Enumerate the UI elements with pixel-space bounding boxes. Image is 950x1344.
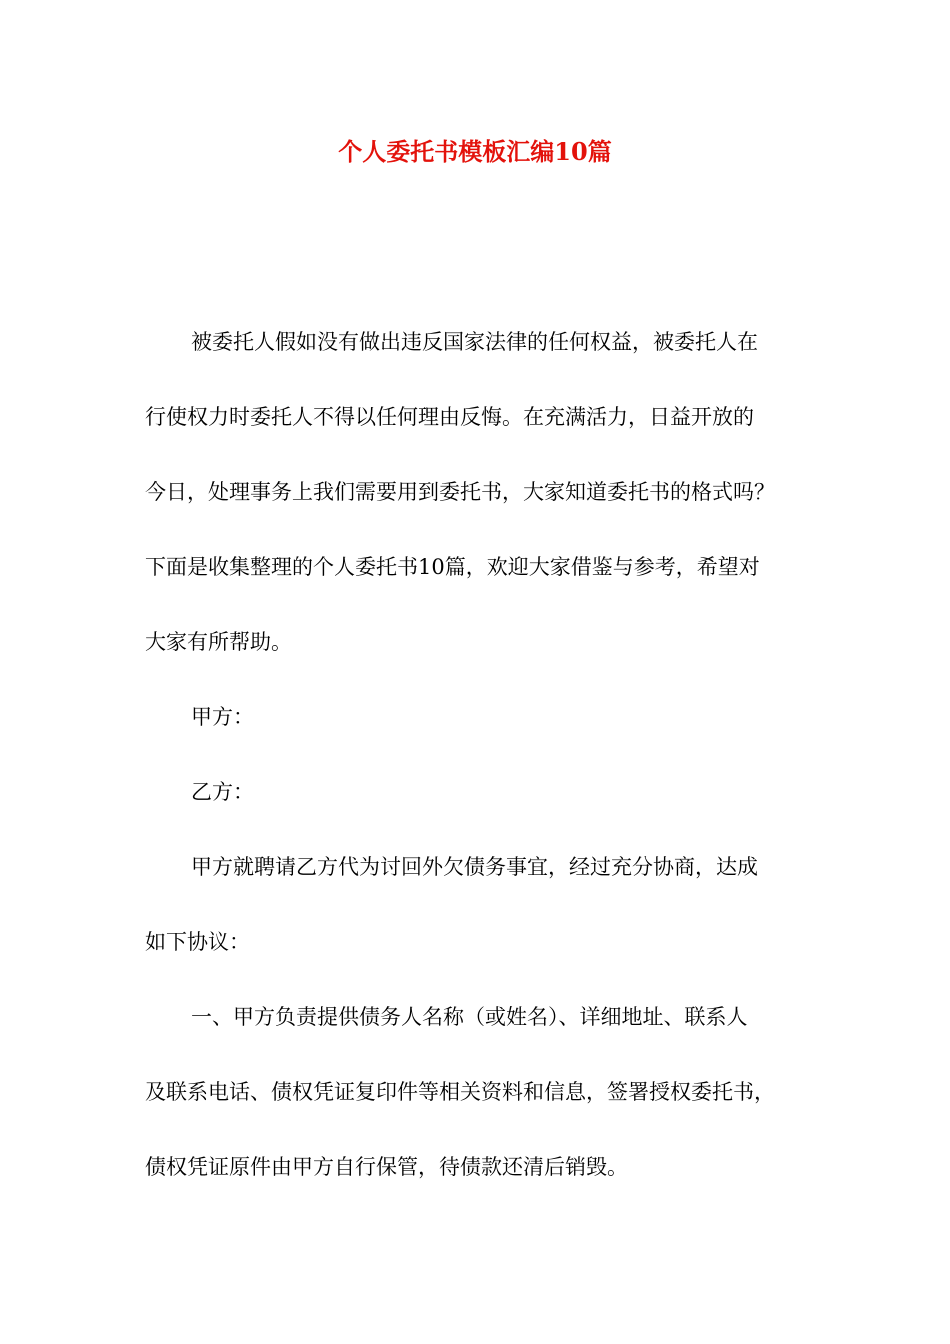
paragraph-line: 下面是收集整理的个人委托书10篇，欢迎大家借鉴与参考，希望对 (145, 555, 760, 579)
paragraph-line: 大家有所帮助。 (145, 630, 292, 654)
paragraph-line: 一、甲方负责提供债务人名称（或姓名）、详细地址、联系人 (191, 1005, 748, 1029)
paragraph-line: 行使权力时委托人不得以任何理由反悔。在充满活力，日益开放的 (145, 405, 754, 429)
paragraph-line: 及联系电话、债权凭证复印件等相关资料和信息，签署授权委托书， (145, 1080, 775, 1104)
paragraph-line: 如下协议： (145, 930, 250, 954)
paragraph-line: 今日，处理事务上我们需要用到委托书，大家知道委托书的格式吗？ (145, 480, 775, 504)
party-a-label: 甲方： (191, 705, 254, 729)
party-b-label: 乙方： (191, 780, 254, 804)
document-body (145, 305, 810, 1205)
paragraph-line: 被委托人假如没有做出违反国家法律的任何权益，被委托人在 (191, 330, 758, 354)
document-title: 个人委托书模板汇编10篇 (338, 137, 612, 166)
paragraph-line: 债权凭证原件由甲方自行保管，待债款还清后销毁。 (145, 1155, 628, 1179)
paragraph-line: 甲方就聘请乙方代为讨回外欠债务事宜，经过充分协商，达成 (191, 855, 758, 879)
